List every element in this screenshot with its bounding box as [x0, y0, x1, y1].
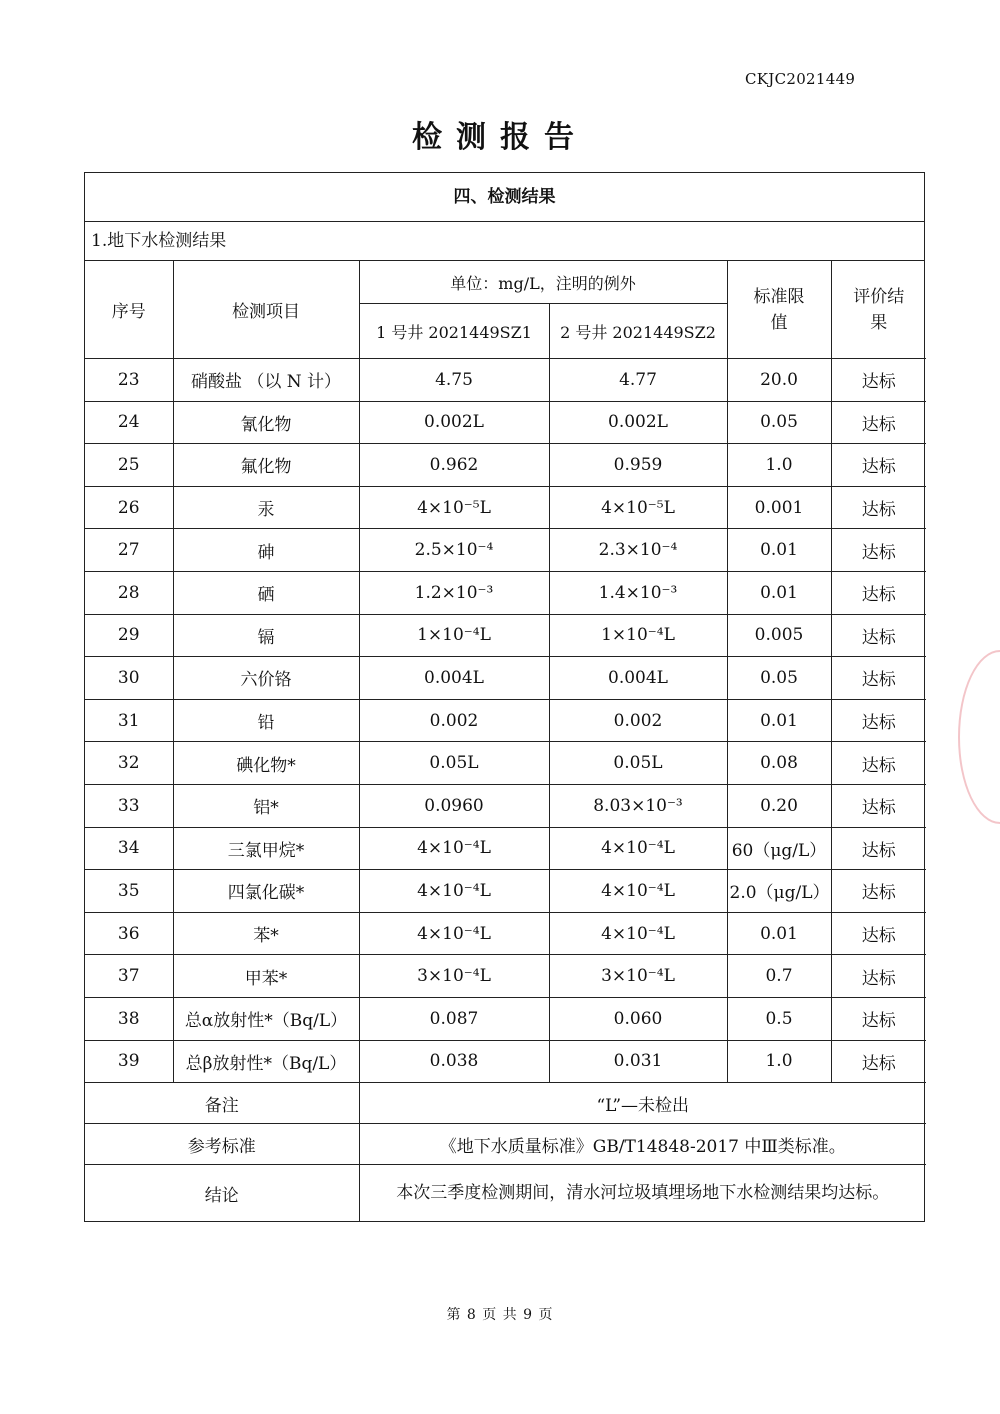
- table-row: [85, 1040, 926, 1083]
- row-sample1-value: 4.75: [359, 359, 549, 402]
- table-row: [85, 912, 926, 955]
- conclusion-label: 结论: [85, 1165, 359, 1222]
- row-seq: 36: [85, 912, 173, 955]
- row-sample1-value: 4×10⁻⁴L: [359, 912, 549, 955]
- conclusion-row: [85, 1165, 926, 1222]
- row-item: 氰化物: [173, 401, 359, 444]
- row-limit: 1.0: [727, 1040, 831, 1083]
- table-row: [85, 997, 926, 1040]
- table-row: [85, 486, 926, 529]
- red-seal-stamp: [958, 650, 1000, 824]
- row-sample1-value: 0.962: [359, 444, 549, 487]
- row-sample1-value: 4×10⁻⁵L: [359, 486, 549, 529]
- row-limit: 0.01: [727, 529, 831, 572]
- row-item: 铝*: [173, 784, 359, 827]
- row-sample2-value: 0.959: [549, 444, 727, 487]
- row-seq: 38: [85, 997, 173, 1040]
- row-eval: 达标: [831, 912, 926, 955]
- row-seq: 29: [85, 614, 173, 657]
- header-sample1: 1 号井 2021449SZ1: [359, 304, 549, 359]
- row-limit: 0.01: [727, 699, 831, 742]
- row-eval: 达标: [831, 486, 926, 529]
- table-row: [85, 742, 926, 785]
- header-unit-note: 单位：mg/L，注明的例外: [359, 261, 727, 304]
- row-eval: 达标: [831, 401, 926, 444]
- table-row: [85, 827, 926, 870]
- header-item: 检测项目: [173, 261, 359, 359]
- row-sample2-value: 0.060: [549, 997, 727, 1040]
- row-seq: 23: [85, 359, 173, 402]
- row-sample1-value: 1×10⁻⁴L: [359, 614, 549, 657]
- row-eval: 达标: [831, 827, 926, 870]
- header-row-unit: [85, 261, 926, 304]
- header-limit: [727, 261, 831, 359]
- row-item: 苯*: [173, 912, 359, 955]
- reference-value: 《地下水质量标准》GB/T14848-2017 中Ⅲ类标准。: [359, 1124, 926, 1165]
- row-eval: 达标: [831, 657, 926, 700]
- row-seq: 26: [85, 486, 173, 529]
- table-row: [85, 359, 926, 402]
- row-limit: 60（μg/L）: [727, 827, 831, 870]
- table-row: [85, 657, 926, 700]
- row-seq: 24: [85, 401, 173, 444]
- row-seq: 27: [85, 529, 173, 572]
- row-item: 镉: [173, 614, 359, 657]
- header-eval: [831, 261, 926, 359]
- row-seq: 39: [85, 1040, 173, 1083]
- row-eval: 达标: [831, 699, 926, 742]
- row-item: 铅: [173, 699, 359, 742]
- remark-row: [85, 1083, 926, 1124]
- row-seq: 33: [85, 784, 173, 827]
- row-sample1-value: 0.002L: [359, 401, 549, 444]
- row-sample2-value: 0.031: [549, 1040, 727, 1083]
- row-sample1-value: 0.0960: [359, 784, 549, 827]
- row-item: 总β放射性*（Bq/L）: [173, 1040, 359, 1083]
- results-table: [85, 261, 926, 1221]
- row-sample1-value: 4×10⁻⁴L: [359, 827, 549, 870]
- row-sample2-value: 0.002: [549, 699, 727, 742]
- row-sample2-value: 4.77: [549, 359, 727, 402]
- results-frame: [84, 172, 925, 1222]
- row-eval: 达标: [831, 870, 926, 913]
- report-id: CKJC2021449: [745, 70, 856, 88]
- row-seq: 28: [85, 571, 173, 614]
- row-seq: 25: [85, 444, 173, 487]
- remark-label: 备注: [85, 1083, 359, 1124]
- row-limit: 1.0: [727, 444, 831, 487]
- row-eval: 达标: [831, 444, 926, 487]
- row-item: 汞: [173, 486, 359, 529]
- row-item: 砷: [173, 529, 359, 572]
- table-row: [85, 529, 926, 572]
- table-row: [85, 699, 926, 742]
- row-sample1-value: 0.004L: [359, 657, 549, 700]
- row-eval: 达标: [831, 784, 926, 827]
- row-sample1-value: 2.5×10⁻⁴: [359, 529, 549, 572]
- row-limit: 0.001: [727, 486, 831, 529]
- row-limit: 0.05: [727, 657, 831, 700]
- section-title: 四、检测结果: [85, 173, 924, 222]
- row-seq: 32: [85, 742, 173, 785]
- table-row: [85, 784, 926, 827]
- row-eval: 达标: [831, 571, 926, 614]
- row-limit: 0.20: [727, 784, 831, 827]
- row-limit: 0.08: [727, 742, 831, 785]
- row-sample1-value: 4×10⁻⁴L: [359, 870, 549, 913]
- row-eval: 达标: [831, 1040, 926, 1083]
- row-sample1-value: 3×10⁻⁴L: [359, 955, 549, 998]
- row-seq: 30: [85, 657, 173, 700]
- row-item: 六价铬: [173, 657, 359, 700]
- row-limit: 20.0: [727, 359, 831, 402]
- row-seq: 34: [85, 827, 173, 870]
- row-limit: 0.005: [727, 614, 831, 657]
- row-item: 硒: [173, 571, 359, 614]
- row-sample1-value: 0.038: [359, 1040, 549, 1083]
- header-seq: 序号: [85, 261, 173, 359]
- row-seq: 31: [85, 699, 173, 742]
- remark-value: “L”—未检出: [359, 1083, 926, 1124]
- document-title: 检测报告: [412, 120, 588, 155]
- row-limit: 0.7: [727, 955, 831, 998]
- row-sample2-value: 4×10⁻⁴L: [549, 870, 727, 913]
- row-sample2-value: 4×10⁻⁵L: [549, 486, 727, 529]
- row-limit: 2.0（μg/L）: [727, 870, 831, 913]
- table-row: [85, 444, 926, 487]
- row-item: 硝酸盐 （以 N 计）: [173, 359, 359, 402]
- header-eval-label: 评价结果: [853, 286, 905, 333]
- row-eval: 达标: [831, 997, 926, 1040]
- header-sample2: 2 号井 2021449SZ2: [549, 304, 727, 359]
- conclusion-value: 本次三季度检测期间，清水河垃圾填埋场地下水检测结果均达标。: [359, 1165, 926, 1222]
- row-seq: 35: [85, 870, 173, 913]
- table-row: [85, 401, 926, 444]
- page-footer: 第 8 页 共 9 页: [446, 1307, 554, 1323]
- row-eval: 达标: [831, 955, 926, 998]
- row-item: 总α放射性*（Bq/L）: [173, 997, 359, 1040]
- table-row: [85, 870, 926, 913]
- row-eval: 达标: [831, 359, 926, 402]
- reference-row: [85, 1124, 926, 1165]
- row-sample1-value: 0.002: [359, 699, 549, 742]
- row-item: 甲苯*: [173, 955, 359, 998]
- row-sample2-value: 1×10⁻⁴L: [549, 614, 727, 657]
- row-item: 三氯甲烷*: [173, 827, 359, 870]
- row-sample2-value: 1.4×10⁻³: [549, 571, 727, 614]
- row-seq: 37: [85, 955, 173, 998]
- row-sample1-value: 0.087: [359, 997, 549, 1040]
- table-row: [85, 955, 926, 998]
- row-eval: 达标: [831, 529, 926, 572]
- row-eval: 达标: [831, 614, 926, 657]
- table-row: [85, 571, 926, 614]
- header-limit-label: 标准限值: [753, 286, 805, 333]
- row-sample2-value: 3×10⁻⁴L: [549, 955, 727, 998]
- sub-title: 1.地下水检测结果: [85, 222, 924, 261]
- row-sample2-value: 4×10⁻⁴L: [549, 827, 727, 870]
- row-limit: 0.01: [727, 912, 831, 955]
- row-limit: 0.01: [727, 571, 831, 614]
- row-sample2-value: 0.05L: [549, 742, 727, 785]
- row-sample2-value: 0.004L: [549, 657, 727, 700]
- row-item: 碘化物*: [173, 742, 359, 785]
- row-sample1-value: 1.2×10⁻³: [359, 571, 549, 614]
- row-item: 氟化物: [173, 444, 359, 487]
- row-sample2-value: 8.03×10⁻³: [549, 784, 727, 827]
- row-limit: 0.05: [727, 401, 831, 444]
- row-sample2-value: 0.002L: [549, 401, 727, 444]
- row-sample2-value: 4×10⁻⁴L: [549, 912, 727, 955]
- row-eval: 达标: [831, 742, 926, 785]
- row-sample1-value: 0.05L: [359, 742, 549, 785]
- reference-label: 参考标准: [85, 1124, 359, 1165]
- row-limit: 0.5: [727, 997, 831, 1040]
- row-item: 四氯化碳*: [173, 870, 359, 913]
- table-row: [85, 614, 926, 657]
- row-sample2-value: 2.3×10⁻⁴: [549, 529, 727, 572]
